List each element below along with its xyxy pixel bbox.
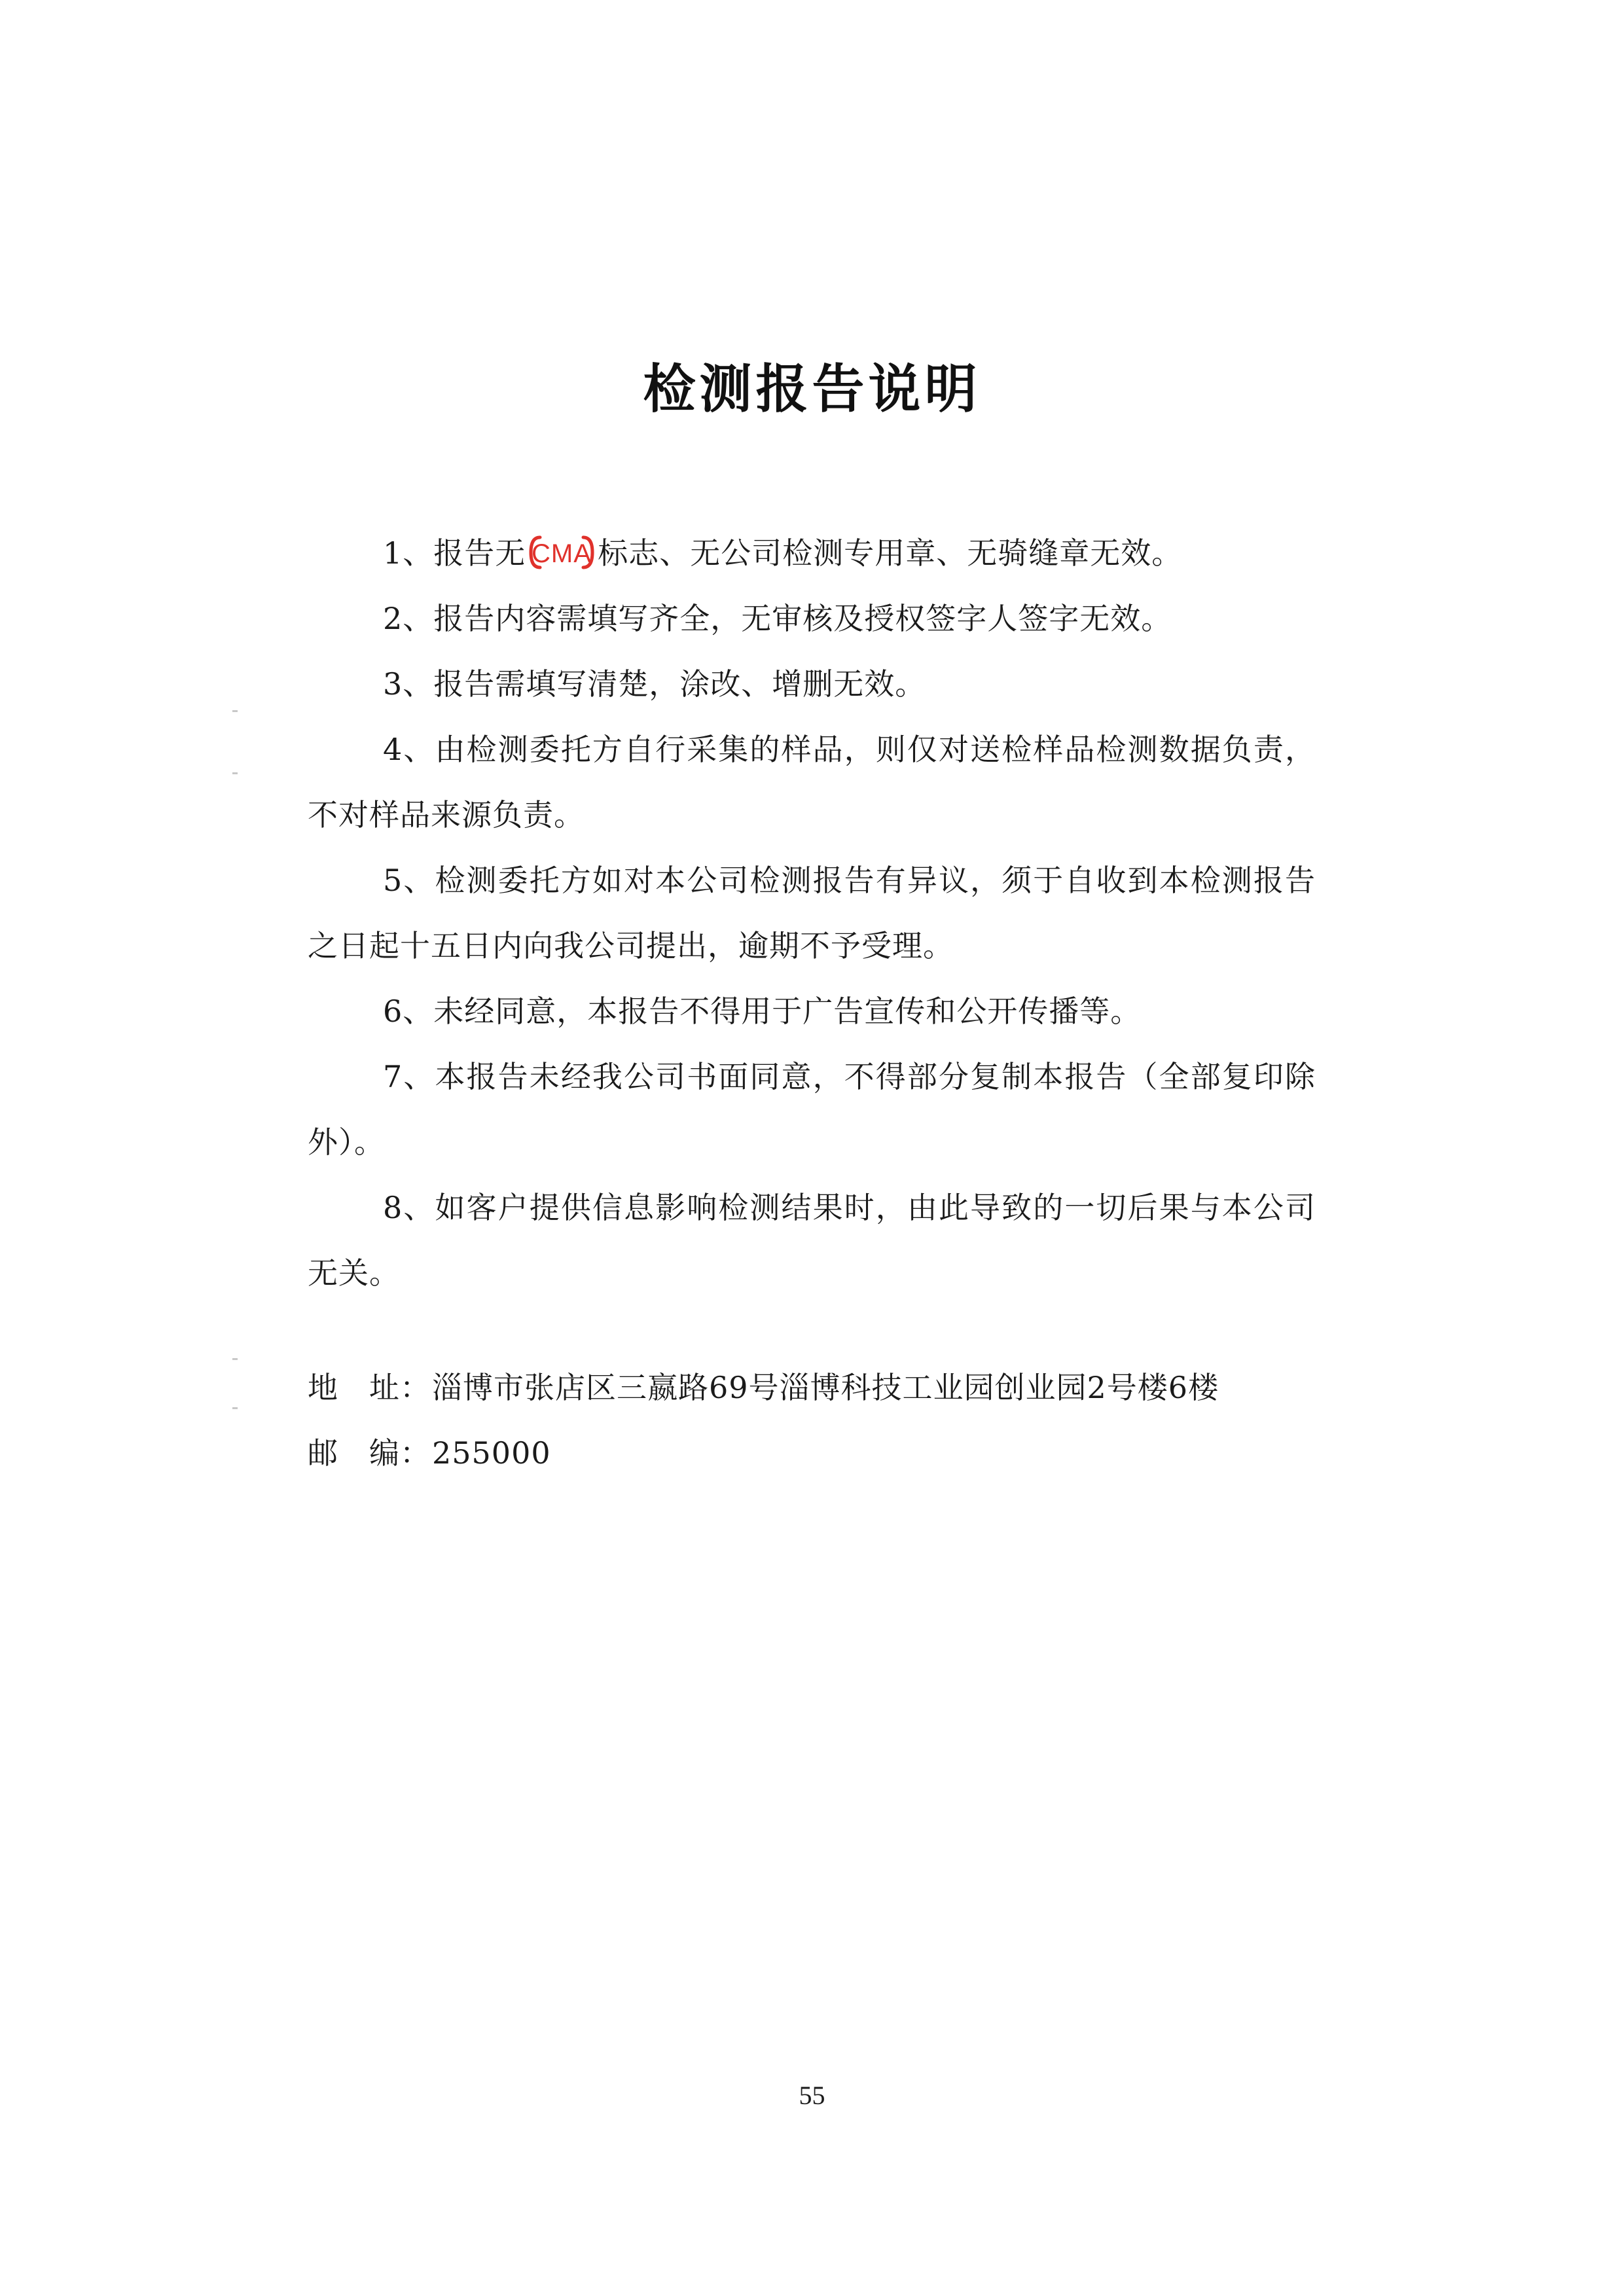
scan-mark [232,772,238,774]
postcode-line [308,1420,1329,1486]
contact-info [308,1355,1329,1486]
note-1-prefix: 1、报告无 [383,535,526,571]
address-line [308,1355,1329,1420]
note-item-8: 8、如客户提供信息影响检测结果时，由此导致的一切后果与本公司无关。 [308,1190,1316,1291]
note-item-1 [308,520,1316,586]
scan-mark [232,1358,238,1360]
postcode-value: 255000 [432,1435,551,1471]
note-item-6: 6、未经同意，本报告不得用于广告宣传和公开传播等。 [383,994,1142,1029]
scan-mark [232,710,238,712]
note-item-7: 7、本报告未经我公司书面同意，不得部分复制本报告（全部复印除外）。 [308,1059,1316,1160]
postcode-label: 邮 编： [308,1435,431,1471]
scan-mark [232,1407,238,1409]
note-item-2: 2、报告内容需填写齐全，无审核及授权签字人签字无效。 [383,601,1172,636]
cma-logo-icon [527,533,596,571]
page-title: 检测报告说明 [643,359,981,420]
address-label: 地 址： [308,1370,431,1405]
page-number: 55 [799,2081,825,2110]
address-value: 淄博市张店区三嬴路69号淄博科技工业园创业园2号楼6楼 [432,1370,1219,1405]
note-1-suffix: 标志、无公司检测专用章、无骑缝章无效。 [598,535,1183,571]
note-item-3: 3、报告需填写清楚，涂改、增删无效。 [383,666,926,702]
note-item-4: 4、由检测委托方自行采集的样品，则仅对送检样品检测数据负责，不对样品来源负责。 [308,732,1316,833]
note-item-5: 5、检测委托方如对本公司检测报告有异议，须于自收到本检测报告之日起十五日内向我公司提出，逾期不予受理。 [308,863,1316,963]
notes-list [308,520,1316,1306]
cma-logo-text: CMA [532,539,592,568]
